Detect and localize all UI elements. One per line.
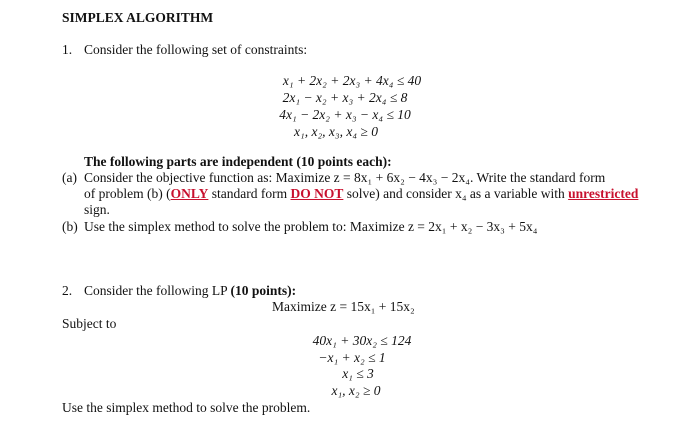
lp-nonnegativity: x₁, x₂ ≥ 0 [331, 383, 381, 398]
unrestricted-emphasis: unrestricted [568, 186, 639, 201]
part-a-label: (a) [62, 170, 77, 185]
part-a-line-2 [84, 186, 638, 202]
part-a-line-1: Consider the objective function as: Maximize z = 8x₁ + 6x₂ − 4x₃ − 2x₄. Write the standard form [84, 170, 606, 185]
question-1-intro: Consider the following set of constraints: [84, 42, 308, 57]
part-a-line-3: sign. [84, 202, 110, 217]
document-title: SIMPLEX ALGORITHM [62, 10, 214, 25]
nonnegativity-constraint: x₁, x₂, x₃, x₄ ≥ 0 [294, 124, 378, 139]
question-2-instruction: Use the simplex method to solve the problem. [62, 400, 311, 415]
question-1-number: 1. [62, 42, 73, 57]
parts-heading: The following parts are independent (10 points each): [84, 154, 392, 169]
do-not-emphasis: DO NOT [290, 186, 344, 201]
constraint-2: 2x₁ − x₂ + x₃ + 2x₄ ≤ 8 [282, 90, 408, 105]
constraint-1: x₁ + 2x₂ + 2x₃ + 4x₄ ≤ 40 [282, 73, 422, 88]
part-b-text: Use the simplex method to solve the problem to: Maximize z = 2x₁ + x₂ − 3x₃ + 5x₄ [84, 219, 538, 234]
lp-constraint-2: −x₁ + x₂ ≤ 1 [318, 350, 386, 365]
question-2-objective: Maximize z = 15x₁ + 15x₂ [272, 299, 415, 314]
part-b-label: (b) [62, 219, 78, 234]
question-2-intro-text: Consider the following LP [84, 283, 231, 298]
constraint-3: 4x₁ − 2x₂ + x₃ − x₄ ≤ 10 [279, 107, 411, 122]
question-2-intro [84, 283, 296, 299]
part-a-text: solve) and consider x₄ as a variable with [343, 186, 569, 201]
only-emphasis: ONLY [170, 186, 209, 201]
question-2-number: 2. [62, 283, 73, 298]
question-2-points: (10 points): [230, 283, 297, 298]
part-a-text: of problem (b) ( [84, 186, 171, 201]
lp-constraint-1: 40x₁ + 30x₂ ≤ 124 [312, 333, 412, 348]
part-a-text: standard form [208, 186, 291, 201]
subject-to-label: Subject to [62, 316, 117, 331]
lp-constraint-3: x₁ ≤ 3 [342, 366, 374, 381]
